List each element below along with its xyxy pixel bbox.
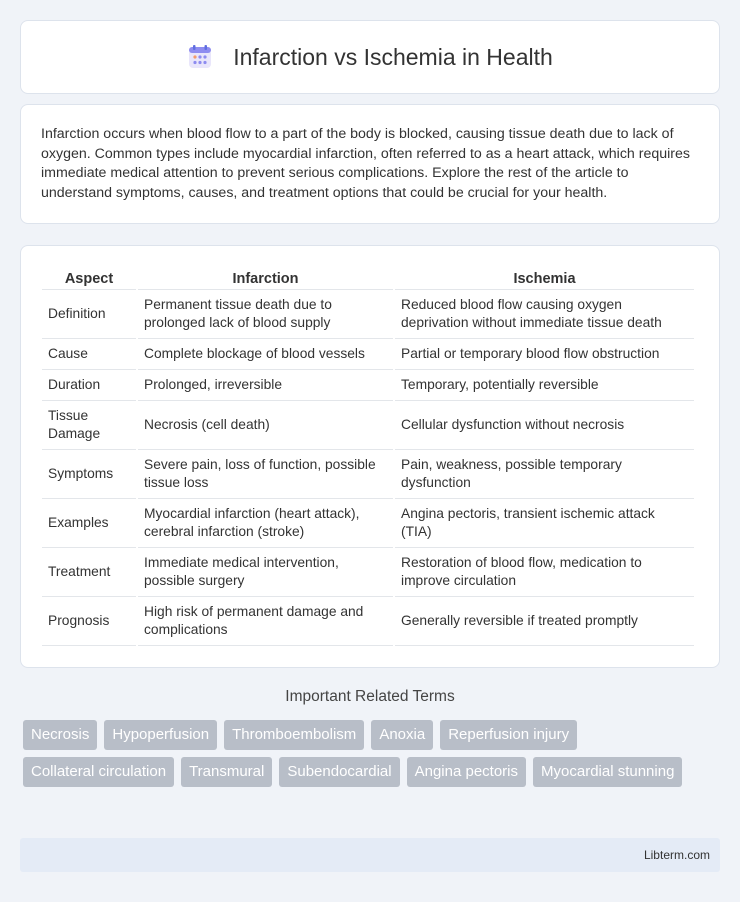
- term-tag[interactable]: Hypoperfusion: [104, 720, 217, 750]
- row-infarction: Complete blockage of blood vessels: [138, 339, 393, 370]
- row-infarction: Immediate medical intervention, possible surgery: [138, 548, 393, 597]
- row-infarction: Severe pain, loss of function, possible tissue loss: [138, 450, 393, 499]
- table-row: [42, 339, 694, 370]
- intro-card: [20, 104, 720, 224]
- header-infarction: Infarction: [138, 266, 393, 290]
- row-infarction: Permanent tissue death due to prolonged lack of blood supply: [138, 290, 393, 339]
- row-ischemia: Reduced blood flow causing oxygen deprivation without immediate tissue death: [395, 290, 694, 339]
- row-ischemia: Partial or temporary blood flow obstruction: [395, 339, 694, 370]
- term-tag[interactable]: Subendocardial: [279, 757, 399, 787]
- table-row: [42, 370, 694, 401]
- row-aspect: Cause: [42, 339, 136, 370]
- term-tag[interactable]: Thromboembolism: [224, 720, 364, 750]
- term-tag[interactable]: Angina pectoris: [407, 757, 526, 787]
- calendar-grid-icon: [187, 44, 213, 70]
- comparison-card: [20, 245, 720, 668]
- row-aspect: Treatment: [42, 548, 136, 597]
- term-tag[interactable]: Myocardial stunning: [533, 757, 682, 787]
- table-row: [42, 597, 694, 646]
- footer-site-link[interactable]: Libterm.com: [643, 848, 710, 862]
- table-row: [42, 499, 694, 548]
- row-aspect: Definition: [42, 290, 136, 339]
- row-ischemia: Generally reversible if treated promptly: [395, 597, 694, 646]
- row-aspect: Duration: [42, 370, 136, 401]
- row-ischemia: Cellular dysfunction without necrosis: [395, 401, 694, 450]
- row-infarction: Prolonged, irreversible: [138, 370, 393, 401]
- row-aspect: Tissue Damage: [42, 401, 136, 450]
- term-tag[interactable]: Transmural: [181, 757, 272, 787]
- row-infarction: High risk of permanent damage and complications: [138, 597, 393, 646]
- header-card: [20, 20, 720, 94]
- row-ischemia: Restoration of blood flow, medication to improve circulation: [395, 548, 694, 597]
- row-aspect: Symptoms: [42, 450, 136, 499]
- header-aspect: Aspect: [42, 266, 136, 290]
- row-aspect: Prognosis: [42, 597, 136, 646]
- term-tag[interactable]: Collateral circulation: [23, 757, 174, 787]
- related-terms-list: [23, 720, 723, 787]
- term-tag[interactable]: Anoxia: [371, 720, 433, 750]
- table-row: [42, 450, 694, 499]
- row-aspect: Examples: [42, 499, 136, 548]
- table-row: [42, 401, 694, 450]
- row-ischemia: Pain, weakness, possible temporary dysfunction: [395, 450, 694, 499]
- row-infarction: Myocardial infarction (heart attack), cerebral infarction (stroke): [138, 499, 393, 548]
- table-row: [42, 548, 694, 597]
- footer: [20, 838, 720, 872]
- header-ischemia: Ischemia: [395, 266, 694, 290]
- intro-text: Infarction occurs when blood flow to a part of the body is blocked, causing tissue death due to lack of oxygen. Common types include myocardial infarction, often referred to as a heart attack, which requires immediate medical attention to prevent serious complications. Explore the rest of the article to understand symptoms, causes, and treatment options that could be crucial for your health.: [41, 126, 691, 201]
- term-tag[interactable]: Necrosis: [23, 720, 97, 750]
- table-header-row: [42, 266, 694, 290]
- row-ischemia: Angina pectoris, transient ischemic attack (TIA): [395, 499, 694, 548]
- related-terms-title: Important Related Terms: [285, 688, 455, 705]
- page-title: Infarction vs Ischemia in Health: [233, 43, 553, 70]
- row-ischemia: Temporary, potentially reversible: [395, 370, 694, 401]
- term-tag[interactable]: Reperfusion injury: [440, 720, 577, 750]
- row-infarction: Necrosis (cell death): [138, 401, 393, 450]
- table-row: [42, 290, 694, 339]
- comparison-table: [40, 266, 696, 646]
